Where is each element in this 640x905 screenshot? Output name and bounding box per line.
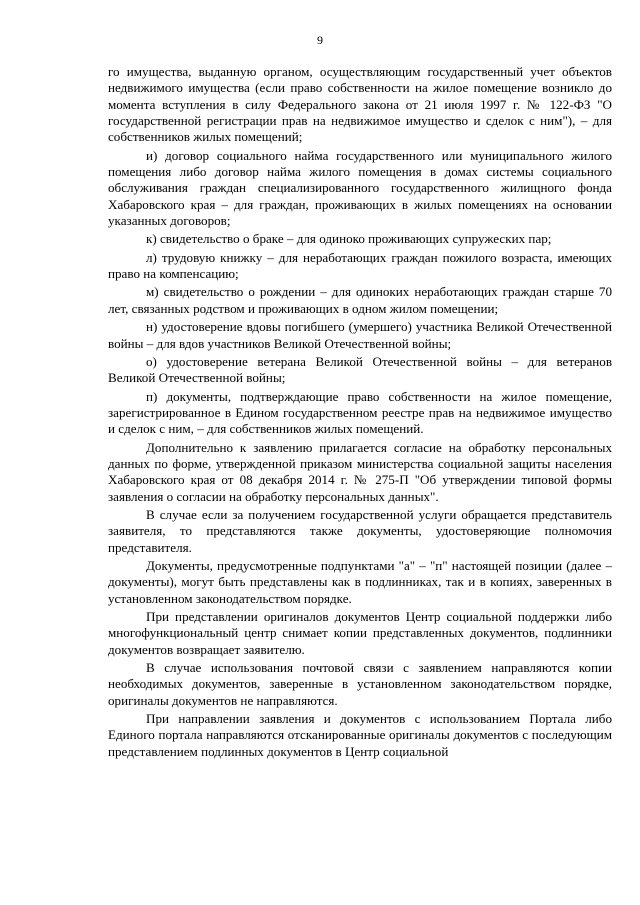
paragraph-item-n: н) удостоверение вдовы погибшего (умершего) участника Великой Отечественной войны – для вдов участников Великой Отечественной войны; [108, 319, 612, 351]
document-body [108, 64, 612, 762]
paragraph-item-i: и) договор социального найма государственного или муниципального жилого помещения либо договор найма жилого помещения в домах системы социального обслуживания граждан специализированного государственного жилищного фонда Хабаровского края – для граждан, проживающих в жилых помещениях на основании указанных договоров; [108, 147, 612, 229]
paragraph-item-o: о) удостоверение ветерана Великой Отечественной войны – для ветеранов Великой Отечественной войны; [108, 353, 612, 386]
paragraph-continuation: го имущества, выданную органом, осуществляющим государственный учет объектов недвижимого имущества (если право собственности на жилое помещение возникло до момента вступления в силу Федерального закона от 21 июля 1997 г. № 122-ФЗ "О государственной регистрации прав на недвижимое имущество и сделок с ним"), – для собственников жилых помещений; [108, 64, 612, 145]
paragraph-item-m: м) свидетельство о рождении – для одиноких неработающих граждан старше 70 лет, связанных родством и проживающих в одном жилом помещении; [108, 284, 612, 316]
paragraph-representative: В случае если за получением государственной услуги обращается представитель заявителя, то представляются также документы, удостоверяющие полномочия представителя. [108, 506, 612, 555]
paragraph-documents: Документы, предусмотренные подпунктами "а" – "п" настоящей позиции (далее – документы), могут быть представлены как в подлинниках, так и в копиях, заверенных в установленном законодательством порядке. [108, 557, 612, 606]
paragraph-item-p: п) документы, подтверждающие право собственности на жилое помещение, зарегистрированное в Едином государственном реестре прав на недвижимое имущество и сделок с ним, – для собственников жилых помещений. [108, 388, 612, 437]
paragraph-postal: В случае использования почтовой связи с заявлением направляются копии необходимых документов, заверенные в установленном законодательством порядке, оригиналы документов не направляются. [108, 660, 612, 708]
page-number: 9 [317, 33, 323, 47]
paragraph-originals: При представлении оригиналов документов Центр социальной поддержки либо многофункциональный центр снимает копии представленных документов, подлинники документов возвращает заявителю. [108, 609, 612, 657]
paragraph-portal: При направлении заявления и документов с использованием Портала либо Единого портала направляются отсканированные оригиналы документов с последующим представлением подлинных документов в Центр социальной [108, 711, 612, 759]
paragraph-item-k: к) свидетельство о браке – для одиноко проживающих супружеских пар; [146, 231, 552, 247]
paragraph-consent: Дополнительно к заявлению прилагается согласие на обработку персональных данных по форме, утвержденной приказом министерства социальной защиты населения Хабаровского края от 08 декабря 2014 г. № 275-П "Об утверждении типовой формы заявления о согласии на обработку персональных данных". [108, 439, 612, 504]
paragraph-item-l: л) трудовую книжку – для неработающих граждан пожилого возраста, имеющих право на компенсацию; [108, 249, 612, 282]
